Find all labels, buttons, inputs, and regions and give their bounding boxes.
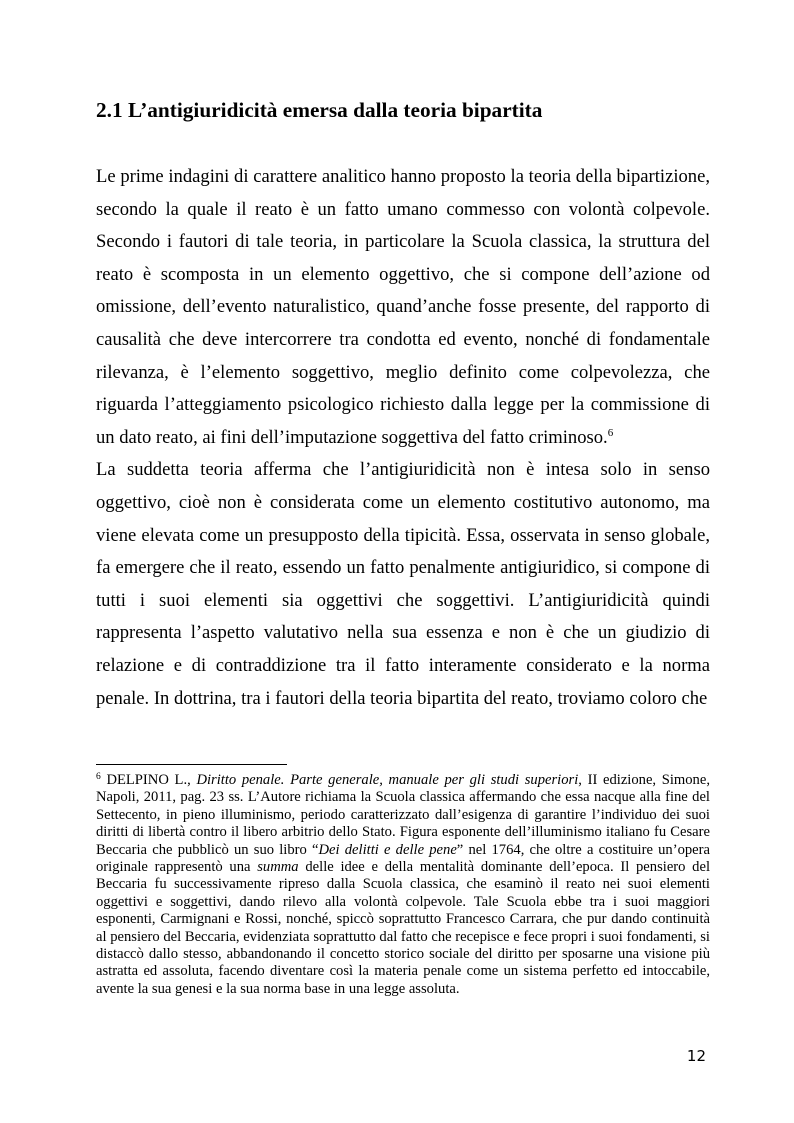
section-heading: 2.1 L’antigiuridicità emersa dalla teoria bipartita [96,98,543,122]
footnote-text-b: ” nel 1764, che oltre a costituire un’opera originale rappresentò una [96,841,710,876]
footnote [96,772,710,998]
paragraph-1-text: Le prime indagini di carattere analitico hanno proposto la teoria della bipartizione, secondo la quale il reato è un fatto umano commesso con volontà colpevole. Secondo i fautori di tale teoria, in particolare la Scuola classica, la struttura del reato è scomposta in un elemento oggettivo, che si compone dell’azione od omissione, dell’evento naturalistico, quand’anche fosse presente, del rapporto di causalità che deve intercorrere tra condotta ed evento, nonché di fondamentale rilevanza, è l’elemento soggettivo, meglio definito come colpevolezza, che riguarda l’atteggiamento psicologico richiesto dalla legge per la commissione di un dato reato, ai fini dell’imputazione soggettiva del fatto criminoso. [96,166,710,448]
footnote-text-a: , II edizione, Simone, Napoli, 2011, pag. 23 ss. L’Autore richiama la Scuola classica affermando che essa nacque alla fine del Settecento, in pieno illuminismo, periodo caratterizzato dall’esigenza di garantire l’individuo dei suoi diritti di libertà contro il libero arbitrio dello Stato. Figura esponente dell’illuminismo italiano fu Cesare Beccaria che pubblicò un suo libro “ [96,772,710,858]
footnote-number: 6 [96,772,101,782]
paragraph-1 [96,161,710,454]
footnote-book-title: Diritto penale. Parte generale, manuale per gli studi superiori [196,772,579,788]
footnote-author: DELPINO L., [106,772,191,788]
footnote-cited-work: Dei delitti e delle pene [318,841,457,858]
footnote-summa: summa [257,859,299,876]
footnote-text-c: delle idee e della mentalità dominante dell’epoca. Il pensiero del Beccaria fu successivamente ripreso dalla Scuola classica, che esaminò il reato nei suoi elementi oggettivi e soggettivi, dando rilevo alla volontà colpevole. Tale Scuola ebbe tra i suoi maggiori esponenti, Carmignani e Rossi, nonché, spiccò soprattutto Francesco Carrara, che pur dando continuità al pensiero del Beccaria, evidenziata soprattutto dal fatto che recepisce e fece propri i suoi fondamenti, si distaccò dallo stesso, abbandonando il concetto storico sociale del diritto per sposarne una visione più astratta ed assoluta, facendo diventare così la materia penale come un sistema perfetto ed intoccabile, avente la sua genesi e la sua norma base in una legge assoluta. [96,859,711,997]
paragraph-2: La suddetta teoria afferma che l’antigiuridicità non è intesa solo in senso oggettivo, cioè non è considerata come un elemento costitutivo autonomo, ma viene elevata come un presupposto della tipicità. Essa, osservata in senso globale, fa emergere che il reato, essendo un fatto penalmente antigiuridico, si compone di tutti i suoi elementi sia oggettivi che soggettivi. L’antigiuridicità quindi rappresenta l’aspetto valutativo nella sua essenza e non è che un giudizio di relazione e di contraddizione tra il fatto interamente considerato e la norma penale. In dottrina, tra i fautori della teoria bipartita del reato, troviamo coloro che [96,459,710,709]
footnote-separator [96,764,287,765]
body-text [96,161,710,715]
page-number: 12 [686,1047,706,1065]
footnote-reference[interactable]: 6 [607,426,614,439]
